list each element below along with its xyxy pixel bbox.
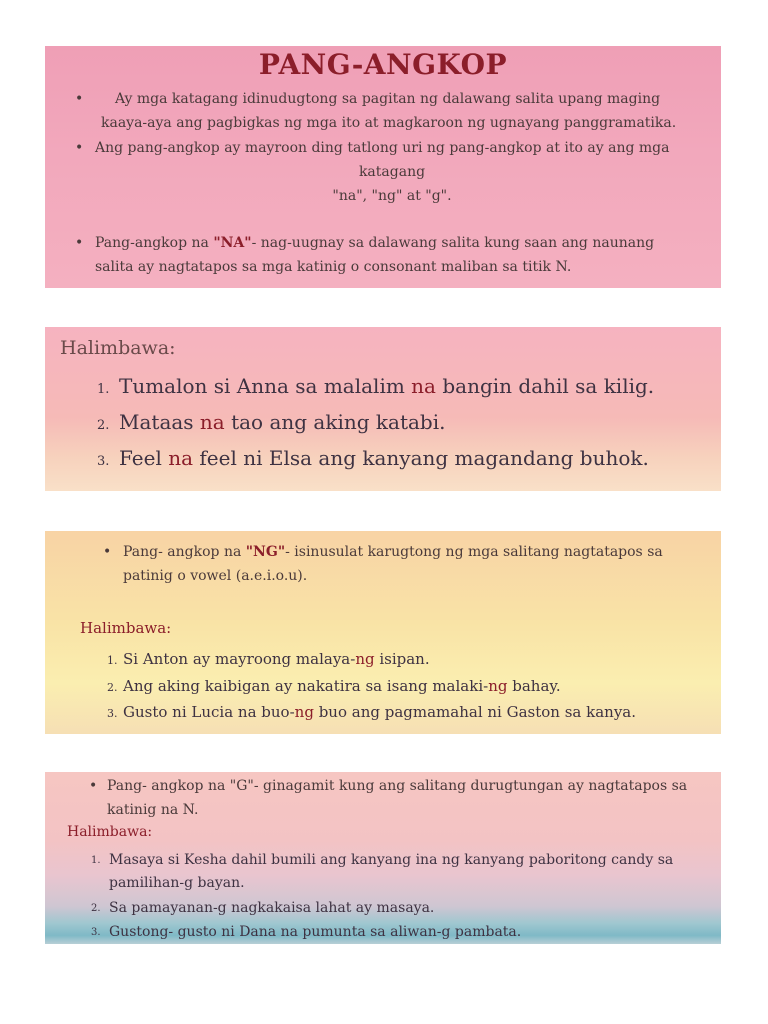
bullet-text-line1 (123, 540, 707, 564)
example-text: Feel (119, 446, 169, 470)
example-text: tao ang aking katabi. (224, 410, 446, 434)
bullet-text-line2: salita ay nagtatapos sa mga katinig o consonant maliban sa titik N. (95, 259, 572, 275)
example-number: 2. (91, 903, 101, 914)
example-number: 2. (97, 418, 110, 433)
bullet-text-line2: kaaya-aya ang pagbigkas ng mga ito at magkaroon ng ugnayang panggramatika. (101, 115, 677, 131)
example-number: 2. (107, 681, 118, 694)
example-card-na (45, 327, 721, 491)
bullet-key: "NA" (213, 235, 252, 251)
example-number: 1. (91, 855, 101, 866)
bullet-text-line2: katinig na N. (107, 802, 199, 818)
example-item (91, 849, 711, 895)
example-item (97, 410, 445, 434)
example-text: bangin dahil sa kilig. (435, 374, 655, 398)
example-text: Sa pamayanan-g nagkakaisa lahat ay masaya. (109, 900, 435, 916)
ng-card (45, 531, 721, 734)
examples-heading: Halimbawa: (67, 824, 153, 840)
example-item (107, 677, 561, 695)
bullet-dot: • (103, 544, 112, 560)
bullet-text-line2: patinig o vowel (a.e.i.o.u). (123, 568, 308, 584)
example-text: Tumalon si Anna sa malalim (119, 374, 412, 398)
bullet-rest: - isinusulat karugtong ng mga salitang nagtatapos sa (285, 544, 663, 560)
example-text: isipan. (374, 650, 430, 668)
example-item (91, 897, 711, 920)
bullet-text-line1: Ang pang-angkop ay mayroon ding tatlong uri ng pang-angkop at ito ay ang mga (95, 140, 670, 156)
example-text: Si Anton ay mayroong malaya- (123, 650, 356, 668)
bullet-dot: • (75, 140, 84, 156)
bullet-rest: - nag-uugnay sa dalawang salita kung saan ang naunang (251, 235, 655, 251)
example-text: pamilihan-g bayan. (109, 875, 245, 891)
bullet-dot: • (75, 235, 84, 251)
example-number: 1. (97, 382, 110, 397)
bullet-definition (75, 87, 703, 135)
example-item (91, 921, 711, 944)
g-card (45, 772, 721, 944)
examples-heading: Halimbawa: (60, 337, 176, 359)
bullet-text-line2: katagang (358, 164, 426, 180)
bullet-prefix: Pang-angkop na (95, 235, 214, 251)
example-text: Masaya si Kesha dahil bumili ang kanyang ina ng kanyang paboritong candy sa (109, 852, 674, 868)
example-text: feel ni Elsa ang kanyang magandang buhok. (193, 446, 649, 470)
bullet-text-line1 (95, 231, 709, 255)
example-highlight: na (411, 374, 436, 398)
example-text: bahay. (507, 677, 561, 695)
bullet-g (89, 774, 701, 822)
example-item (97, 374, 654, 398)
bullet-types (75, 136, 709, 208)
example-highlight: ng (355, 650, 375, 668)
example-item (97, 446, 649, 470)
example-text: Mataas (119, 410, 200, 434)
bullet-text-line1: Ay mga katagang idinudugtong sa pagitan ng dalawang salita upang maging (115, 91, 661, 107)
example-highlight: ng (294, 703, 314, 721)
example-highlight: na (199, 410, 225, 434)
bullet-dot: • (89, 778, 98, 794)
example-highlight: ng (488, 677, 508, 695)
example-number: 1. (107, 654, 118, 667)
example-number: 3. (107, 707, 118, 720)
example-text: Gustong- gusto ni Dana na pumunta sa aliwan-g pambata. (109, 924, 522, 940)
bullet-key: "NG" (245, 544, 286, 560)
bullet-na (75, 231, 709, 279)
bullet-prefix: Pang- angkop na (123, 544, 246, 560)
example-text: Gusto ni Lucia na buo- (123, 703, 295, 721)
bullet-text-line3: "na", "ng" at "g". (332, 188, 452, 204)
example-text: Ang aking kaibigan ay nakatira sa isang malaki- (123, 677, 489, 695)
example-highlight: na (168, 446, 194, 470)
bullet-ng (103, 540, 707, 588)
bullet-dot: • (75, 91, 84, 107)
bullet-text-line1: Pang- angkop na "G"- ginagamit kung ang salitang durugtungan ay nagtatapos sa (107, 778, 688, 794)
example-number: 3. (91, 927, 101, 938)
definition-card (45, 46, 721, 288)
example-number: 3. (97, 454, 110, 469)
examples-heading: Halimbawa: (80, 619, 172, 637)
example-text: buo ang pagmamahal ni Gaston sa kanya. (313, 703, 637, 721)
example-item (107, 703, 636, 721)
example-item (107, 650, 430, 668)
page-title: PANG-ANGKOP (258, 48, 508, 81)
